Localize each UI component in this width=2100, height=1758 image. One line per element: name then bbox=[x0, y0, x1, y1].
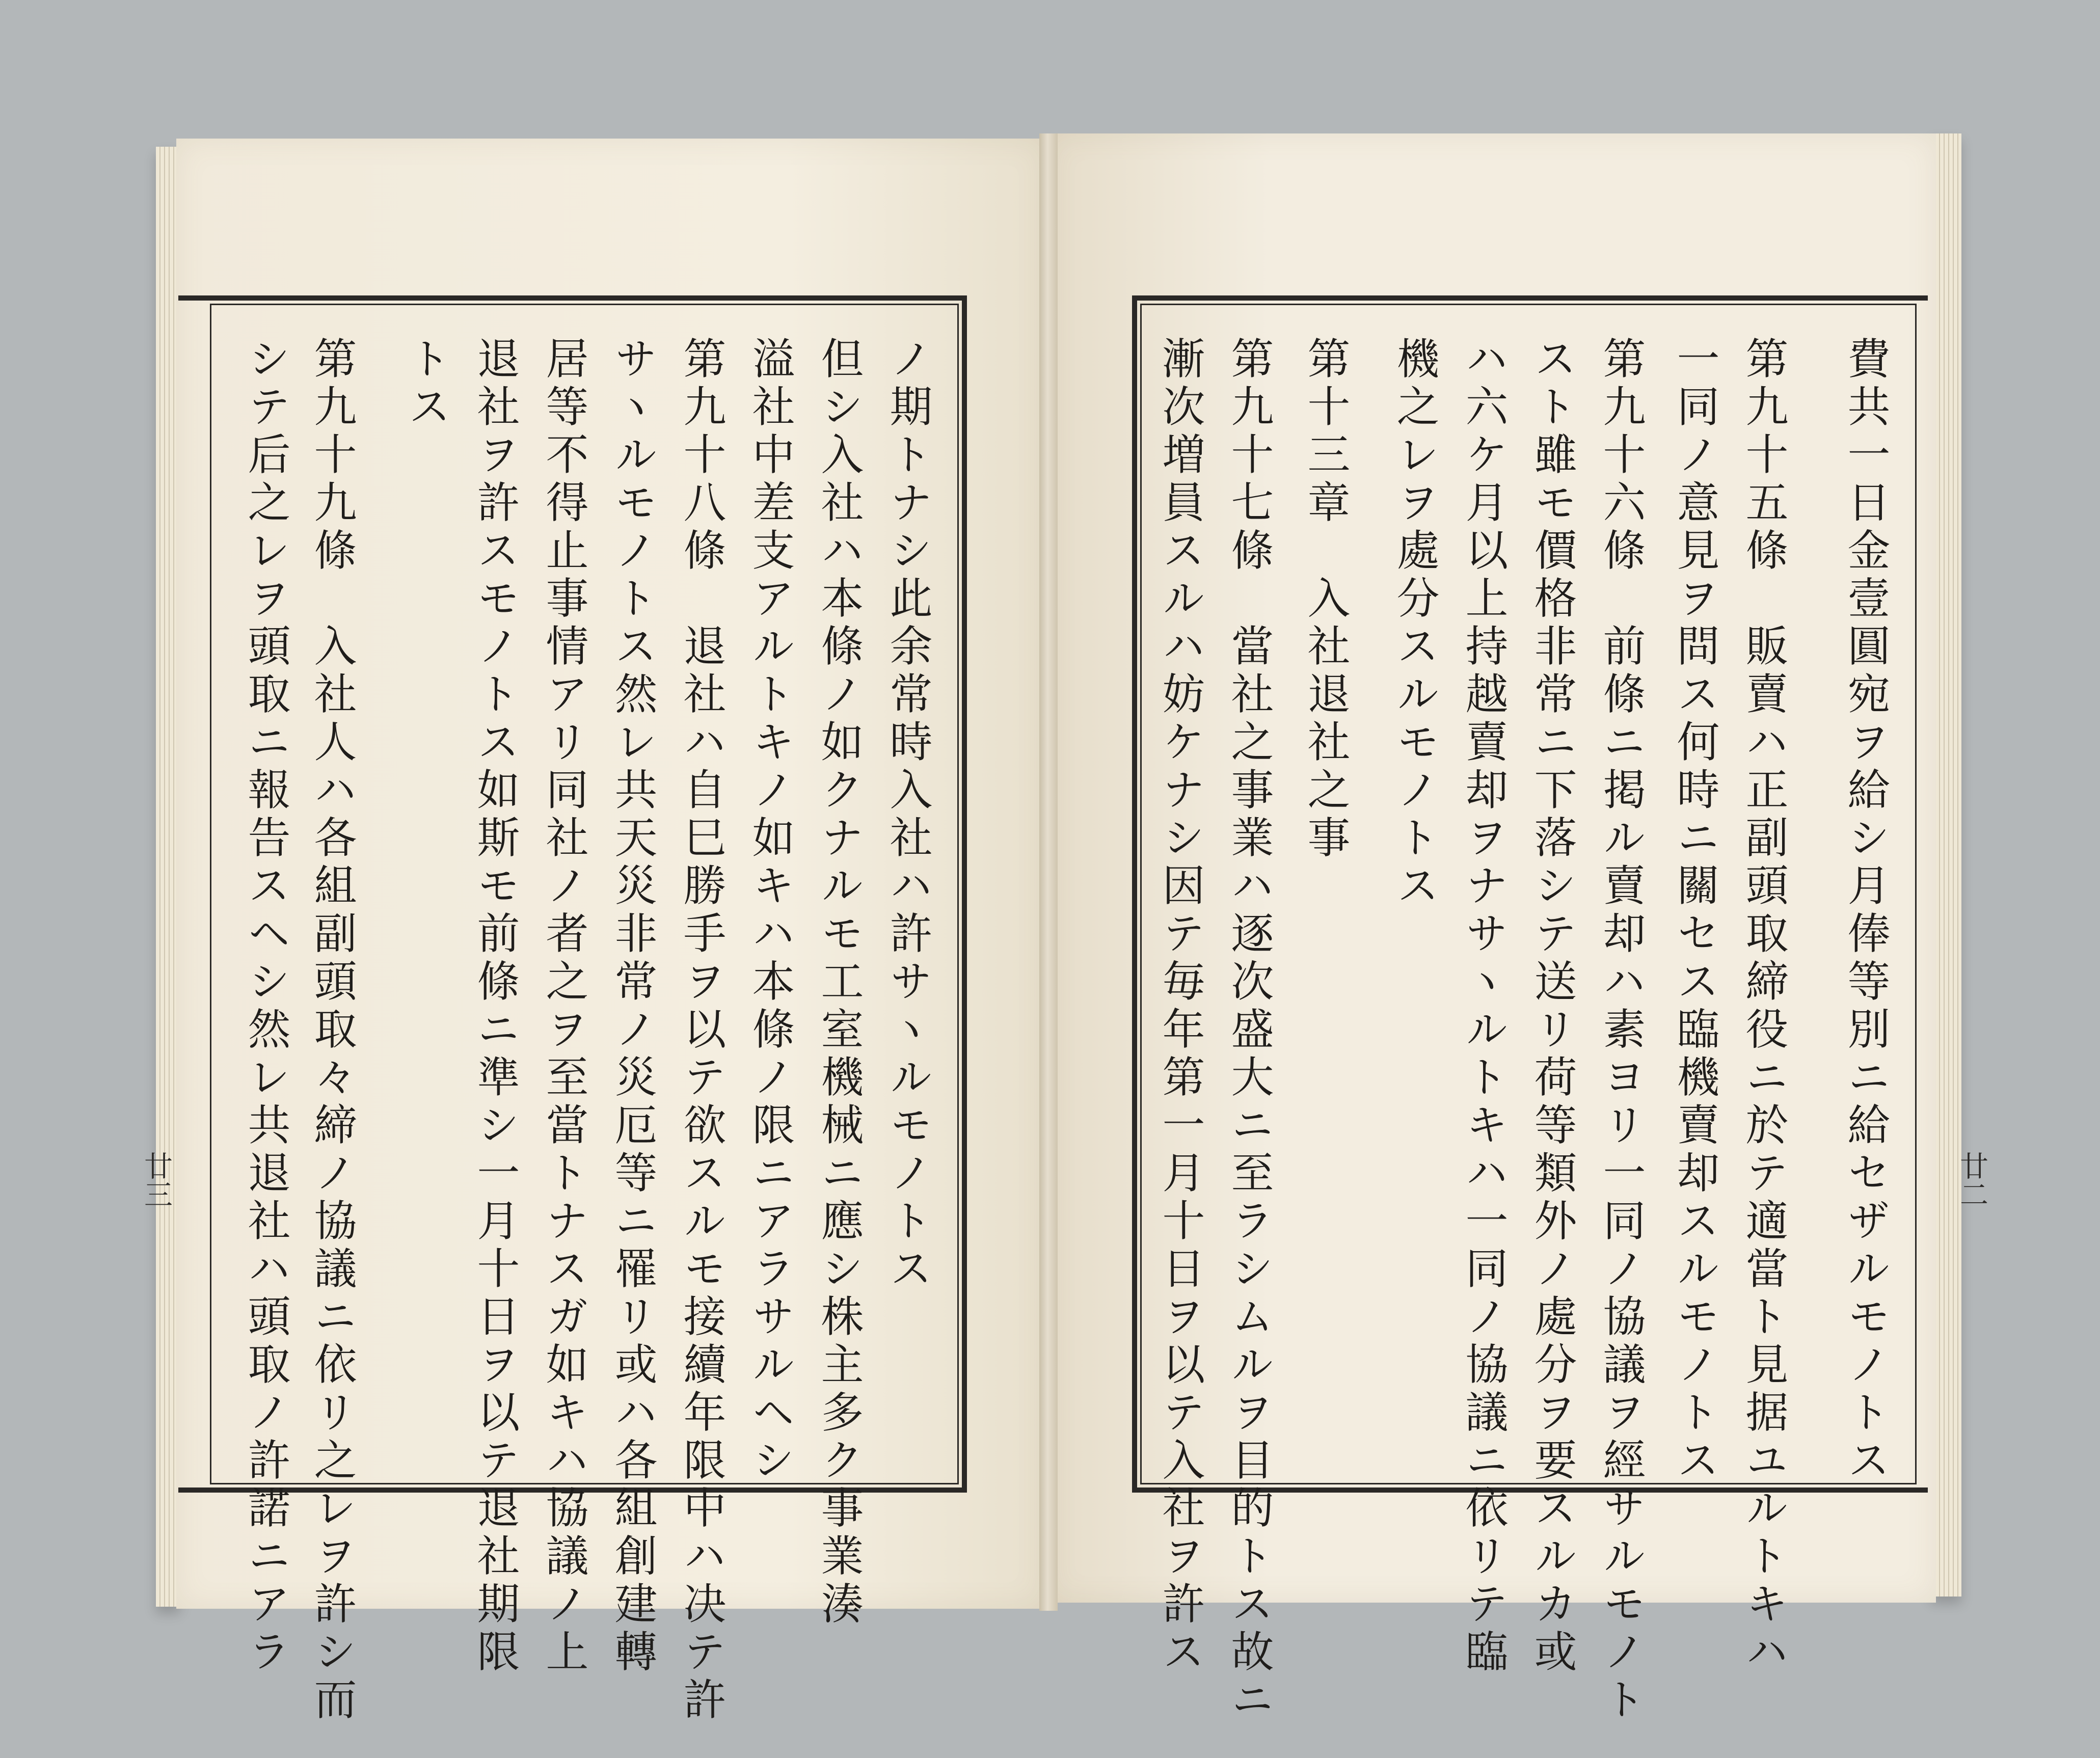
right-text-column-5: スト雖モ價格非常ニ下落シテ送リ荷等類外ノ處分ヲ要スルカ或 bbox=[1527, 336, 1577, 1677]
left-text-column-6: 居等不得止事情アリ同社ノ者之ヲ至當トナスガ如キハ協議ノ上 bbox=[539, 336, 589, 1677]
left-text-column-8: トス bbox=[401, 336, 451, 432]
left-text-column-9: 第九十九條 入社人ハ各組副頭取々締ノ協議ニ依リ之レヲ許シ而 bbox=[307, 336, 357, 1725]
right-text-column-7: 機之レヲ處分スルモノトス bbox=[1390, 336, 1440, 911]
left-text-column-1: ノ期トナシ此余常時入社ハ許サヽルモノトス bbox=[883, 336, 933, 1294]
right-text-column-2: 第九十五條 販賣ハ正副頭取締役ニ於テ適當ト見据ユルトキハ bbox=[1739, 336, 1789, 1677]
left-text-column-7: 退社ヲ許スモノトス如斯モ前條ニ準シ一月十日ヲ以テ退社期限 bbox=[470, 336, 520, 1677]
right-text-column-4: 第九十六條 前條ニ掲ル賣却ハ素ヨリ一同ノ協議ヲ經サルモノト bbox=[1596, 336, 1646, 1725]
left-text-column-10: シテ后之レヲ頭取ニ報告スヘシ然レ共退社ハ頭取ノ許諾ニアラ bbox=[241, 336, 291, 1677]
right-chapter-heading: 第十三章 入社退社之事 bbox=[1301, 336, 1351, 863]
book-gutter bbox=[1039, 133, 1058, 1611]
left-text-column-3: 溢社中差支アルトキノ如キハ本條ノ限ニアラサルヘシ bbox=[745, 336, 795, 1485]
left-text-column-4: 第九十八條 退社ハ自巳勝手ヲ以テ欲スルモ接續年限中ハ决テ許 bbox=[677, 336, 726, 1725]
right-text-column-1: 費共一日金壹圓宛ヲ給シ月俸等別ニ給セザルモノトス bbox=[1841, 336, 1891, 1485]
right-text-column-6: ハ六ケ月以上持越賣却ヲナサヽルトキハ一同ノ協議ニ依リテ臨 bbox=[1459, 336, 1509, 1677]
left-page-number: 廿三 bbox=[140, 1151, 173, 1208]
right-page-number: 廿二 bbox=[1955, 1151, 1988, 1208]
right-text-column-10: 漸次増員スルハ妨ケナシ因テ毎年第一月十日ヲ以テ入社ヲ許ス bbox=[1155, 336, 1205, 1677]
left-text-column-2: 但シ入社ハ本條ノ如クナルモ工室機械ニ應シ株主多ク事業湊 bbox=[814, 336, 864, 1629]
right-text-column-9: 第九十七條 當社之事業ハ逐次盛大ニ至ラシムルヲ目的トス故ニ bbox=[1224, 336, 1274, 1725]
right-text-column-3: 一同ノ意見ヲ問ス何時ニ關セス臨機賣却スルモノトス bbox=[1670, 336, 1720, 1485]
left-text-column-5: サヽルモノトス然レ共天災非常ノ災厄等ニ罹リ或ハ各組創建轉 bbox=[608, 336, 658, 1677]
